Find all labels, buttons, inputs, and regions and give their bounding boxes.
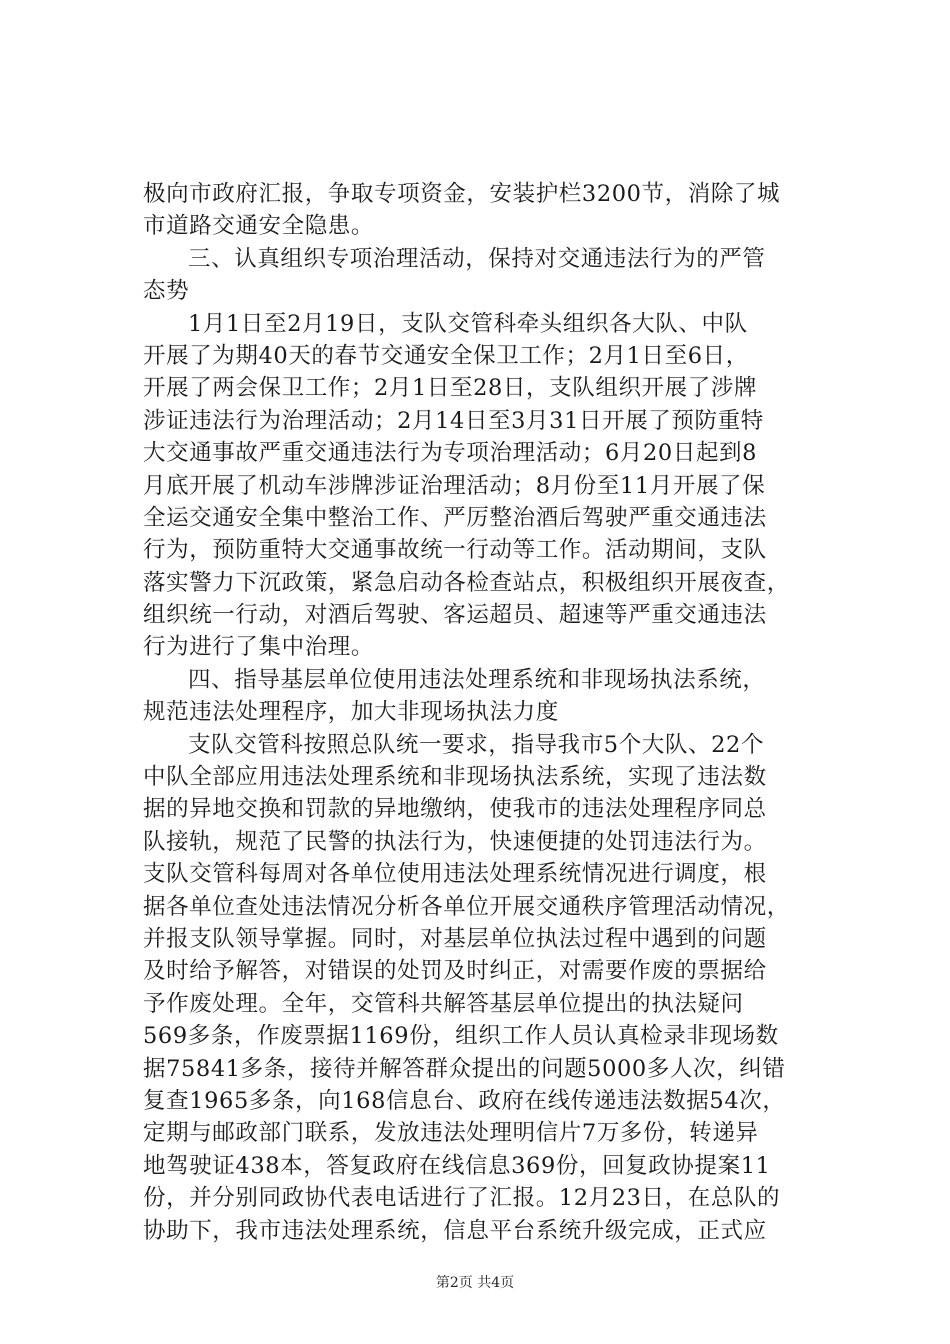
text-line: 队接轨，规范了民警的执法行为，快速便捷的处罚违法行为。 — [143, 828, 767, 855]
text-line: 定期与邮政部门联系，发放违法处理明信片7万多份，转递异 — [143, 1120, 759, 1147]
section-heading: 规范违法处理程序，加大非现场执法力度 — [143, 699, 559, 726]
text-line: 组织统一行动，对酒后驾驶、客运超员、超速等严重交通违法 — [143, 602, 767, 629]
text-line: 569多条，作废票据1169份，组织工作人员认真检录非现场数 — [143, 1023, 779, 1050]
text-line: 协助下，我市违法处理系统，信息平台系统升级完成，正式应 — [143, 1217, 767, 1244]
text-line: 据的异地交换和罚款的异地缴纳，使我市的违法处理程序同总 — [143, 796, 767, 823]
text-line: 行为进行了集中治理。 — [143, 634, 375, 661]
text-line: 支队交管科按照总队统一要求，指导我市5个大队、22个 — [188, 731, 765, 758]
text-line: 1月1日至2月19日，支队交管科牵头组织各大队、中队 — [188, 310, 748, 337]
text-line: 大交通事故严重交通违法行为专项治理活动；6月20日起到8 — [143, 440, 758, 467]
text-line: 月底开展了机动车涉牌涉证治理活动；8月份至11月开展了保 — [143, 472, 766, 499]
page-number: 第2页 共4页 — [435, 1275, 515, 1291]
text-line: 全运交通安全集中整治工作、严厉整治酒后驾驶严重交通违法 — [143, 504, 767, 531]
text-line: 开展了两会保卫工作；2月1日至28日，支队组织开展了涉牌 — [143, 375, 758, 402]
text-line: 支队交管科每周对各单位使用违法处理系统情况进行调度，根 — [143, 861, 767, 888]
text-line: 予作废处理。全年，交管科共解答基层单位提出的执法疑问 — [143, 990, 744, 1017]
text-line: 落实警力下沉政策，紧急启动各检查站点，积极组织开展夜查， — [143, 569, 790, 596]
section-heading: 态势 — [143, 278, 190, 305]
text-line: 并报支队领导掌握。同时，对基层单位执法过程中遇到的问题 — [143, 925, 767, 952]
text-line: 份，并分别同政协代表电话进行了汇报。12月23日，在总队的 — [143, 1185, 781, 1212]
text-line: 行为，预防重特大交通事故统一行动等工作。活动期间，支队 — [143, 537, 767, 564]
text-line: 开展了为期40天的春节交通安全保卫工作；2月1日至6日， — [143, 342, 749, 369]
text-line: 据各单位查处违法情况分析各单位开展交通秩序管理活动情况， — [143, 893, 790, 920]
text-line: 市道路交通安全隐患。 — [143, 213, 375, 240]
text-line: 极向市政府汇报，争取专项资金，安装护栏3200节，消除了城 — [143, 181, 781, 207]
section-heading: 四、指导基层单位使用违法处理系统和非现场执法系统， — [188, 666, 766, 693]
text-line: 地驾驶证438本，答复政府在线信息369份，回复政协提案11 — [143, 1152, 771, 1179]
section-heading: 三、认真组织专项治理活动，保持对交通违法行为的严管 — [188, 245, 766, 272]
text-line: 复查1965多条，向168信息台、政府在线传递违法数据54次， — [143, 1087, 786, 1114]
page-footer — [0, 1274, 950, 1292]
text-line: 据75841多条，接待并解答群众提出的问题5000多人次，纠错 — [143, 1055, 786, 1082]
text-line: 中队全部应用违法处理系统和非现场执法系统，实现了违法数 — [143, 764, 767, 791]
text-line: 及时给予解答，对错误的处罚及时纠正，对需要作废的票据给 — [143, 958, 767, 985]
text-line: 涉证违法行为治理活动；2月14日至3月31日开展了预防重特 — [143, 407, 764, 434]
document-body — [143, 178, 843, 1247]
